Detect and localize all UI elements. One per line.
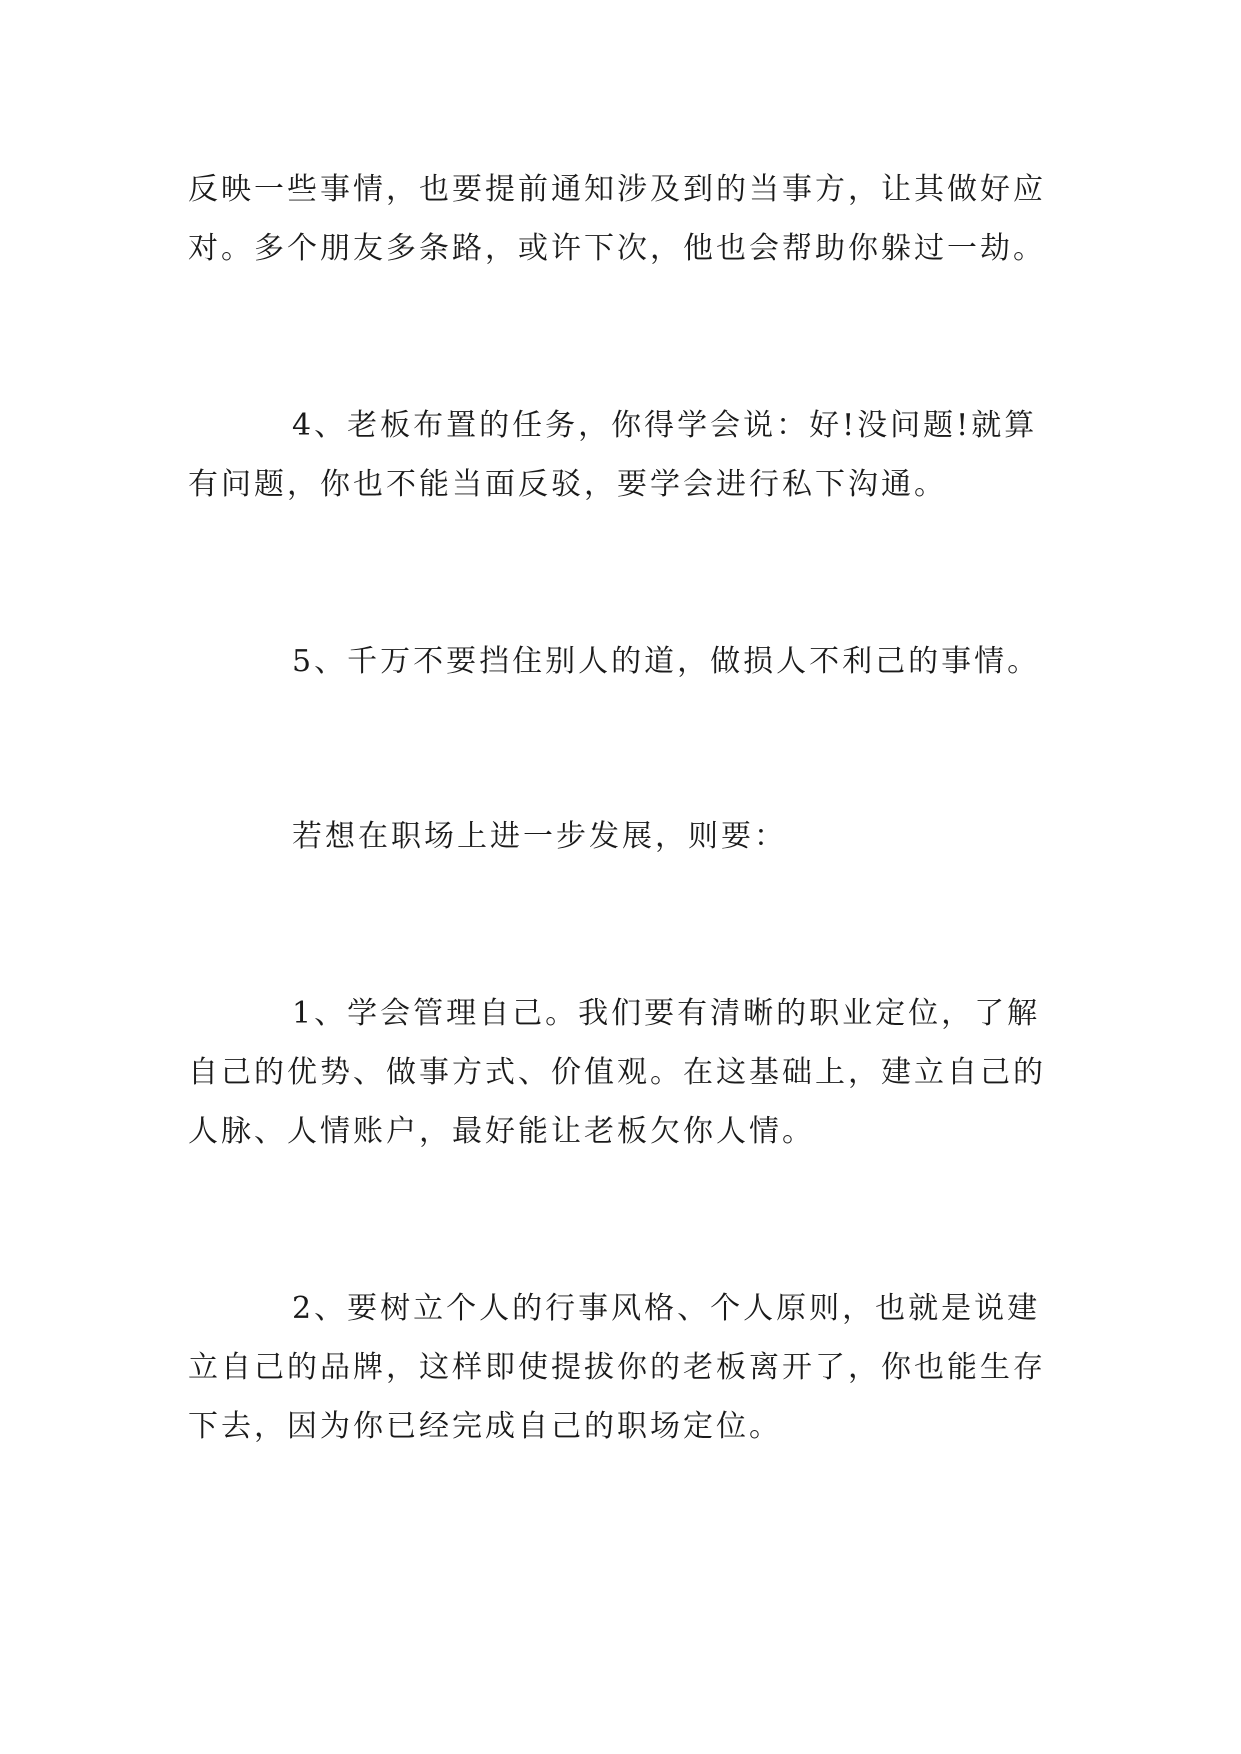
paragraph-spacer [188, 1161, 1068, 1279]
paragraph-section-intro: 若想在职场上进一步发展，则要： [292, 819, 787, 854]
paragraph-point-2: 2、要树立个人的行事风格、个人原则，也就是说建立自己的品牌，这样即使提拔你的老板离开了，你也能生存下去，因为你已经完成自己的职场定位。 [188, 1291, 1046, 1444]
paragraph-item-4: 4、老板布置的任务，你得学会说：好!没问题!就算有问题，你也不能当面反驳，要学会进行私下沟通。 [188, 408, 1038, 502]
paragraph-continuation: 反映一些事情，也要提前通知涉及到的当事方，让其做好应对。多个朋友多条路，或许下次，他也会帮助你躲过一劫。 [188, 172, 1046, 266]
paragraph-spacer [188, 691, 1068, 807]
paragraph-spacer [188, 866, 1068, 984]
paragraph-spacer [188, 514, 1068, 632]
document-body [188, 160, 1068, 1456]
paragraph-point-1: 1、学会管理自己。我们要有清晰的职业定位，了解自己的优势、做事方式、价值观。在这基础上，建立自己的人脉、人情账户，最好能让老板欠你人情。 [188, 996, 1046, 1149]
paragraph-spacer [188, 278, 1068, 396]
paragraph-item-5: 5、千万不要挡住别人的道，做损人不利己的事情。 [292, 644, 1041, 679]
